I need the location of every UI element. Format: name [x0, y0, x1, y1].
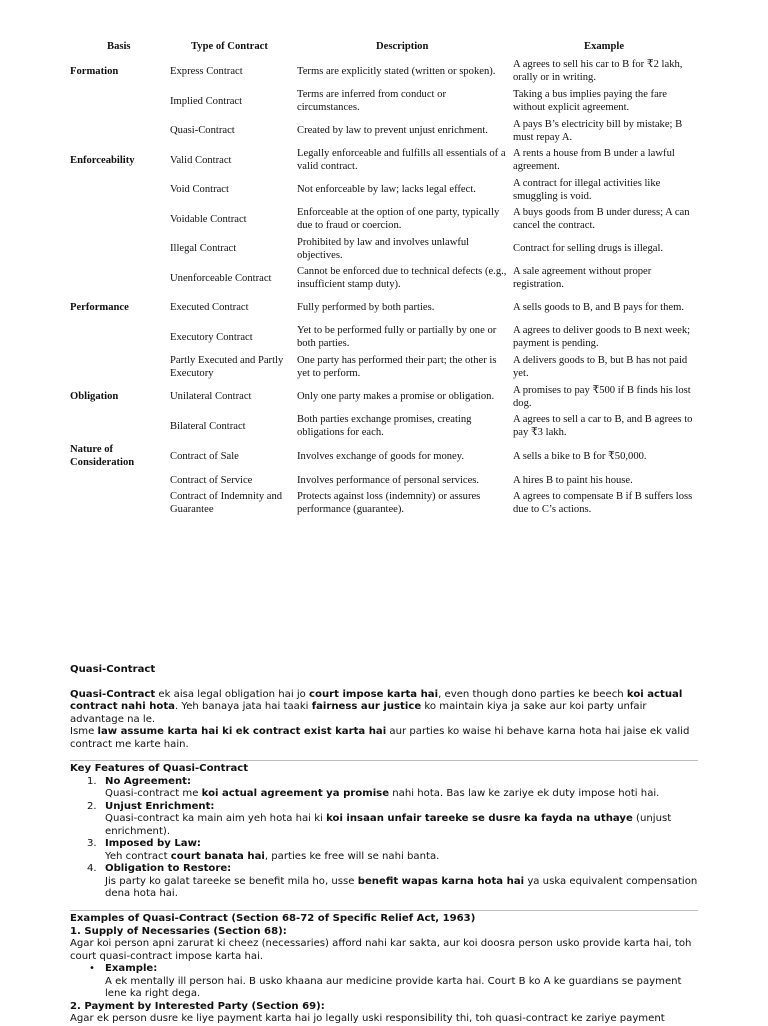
bold-text: fairness aur justice [311, 701, 422, 712]
example-cell: A promises to pay ₹500 if B finds his lost dog. [513, 384, 691, 409]
feature-heading: Obligation to Restore: [105, 863, 232, 874]
description-cell: Cannot be enforced due to technical defects (e.g., insufficient stamp duty). [297, 266, 507, 290]
text-run: , even though dono parties ke beech [438, 688, 627, 700]
bold-text: court banata hai [170, 850, 265, 862]
divider [70, 910, 698, 911]
bullet-label: Example: [105, 963, 158, 974]
example-cell: A agrees to deliver goods to B next week; payment is pending. [513, 325, 691, 349]
type-cell: Contract of Sale [170, 450, 239, 462]
text-run: . Yeh banaya jata hai taaki [174, 701, 312, 712]
examples-section [70, 913, 700, 1026]
feature-body [105, 788, 700, 801]
example-cell: A sells a bike to B for ₹50,000. [513, 450, 647, 462]
bold-text: koi insaan unfair tareeke se dusre ka fayda na uthaye [326, 813, 633, 824]
example-1-heading: 1. Supply of Necessaries (Section 68): [70, 925, 287, 937]
table-row [70, 235, 700, 264]
type-cell: Valid Contract [170, 154, 232, 166]
table-row [70, 146, 700, 176]
text-run: ko maintain kiya ja sake aur koi party unfair advantage na le. [70, 701, 647, 725]
text-run: ek aisa legal obligation hai jo [155, 688, 310, 700]
description-cell: Prohibited by law and involves unlawful objectives. [297, 236, 470, 261]
example-cell: A agrees to compensate B if B suffers loss due to C’s actions. [513, 491, 693, 515]
description-cell: Legally enforceable and fulfills all essentials of a valid contract. [297, 148, 506, 172]
basis-cell: Enforceability [70, 154, 135, 166]
feature-number: 3. [87, 838, 97, 849]
basis-cell: Nature of Consideration [70, 444, 135, 468]
features-list [70, 776, 700, 901]
basis-cell: Obligation [70, 391, 119, 403]
example-cell: A hires B to paint his house. [513, 474, 633, 486]
description-cell: Involves performance of personal services. [297, 474, 480, 486]
text-run: , parties ke free will se nahi banta. [264, 850, 440, 862]
description-cell: Fully performed by both parties. [297, 302, 435, 314]
feature-body [105, 876, 700, 901]
bullet-body: A ek mentally ill person hai. B usko khaana aur medicine provide karta hai. Court B ko A ke guardians se payment lene ka right dega. [105, 975, 682, 999]
description-cell: Both parties exchange promises, creating obligations for each. [297, 414, 472, 438]
example-cell: A rents a house from B under a lawful agreement. [513, 148, 675, 172]
description-cell: Not enforceable by law; lacks legal effect. [297, 184, 476, 196]
text-run: aur parties ko waise hi behave karna hota hai jaise ek valid contract me karte hain. [70, 726, 690, 750]
bold-text: law assume karta hai ki ek contract exist karta hai [97, 726, 387, 737]
example-cell: A contract for illegal activities like smuggling is void. [513, 177, 661, 202]
text-run: Quasi-contract me [105, 788, 202, 799]
text-run: Isme [70, 726, 98, 737]
table-row [70, 57, 700, 87]
bold-text: court impose karta hai [309, 688, 439, 700]
type-cell: Contract of Service [170, 474, 253, 486]
basis-cell: Formation [70, 65, 119, 77]
feature-number: 2. [87, 800, 97, 812]
type-cell: Bilateral Contract [170, 420, 246, 432]
description-cell: One party has performed their part; the other is yet to perform. [297, 355, 497, 379]
description-cell: Involves exchange of goods for money. [297, 450, 465, 462]
quasi-paragraph-2 [70, 726, 700, 751]
description-cell: Only one party makes a promise or obligation. [297, 391, 495, 403]
description-cell: Enforceable at the option of one party, typically due to fraud or coercion. [297, 207, 500, 231]
key-features-title: Key Features of Quasi-Contract [70, 763, 249, 774]
type-cell: Express Contract [170, 65, 243, 77]
example-2-body: Agar ek person dusre ke liye payment karta hai jo legally uski responsibility thi, toh quasi-contract ke zariye payment [70, 1013, 665, 1024]
example-cell: A delivers goods to B, but B has not paid yet. [513, 355, 688, 379]
table-row [70, 383, 700, 412]
table-row [70, 442, 700, 472]
type-cell: Voidable Contract [170, 213, 247, 225]
divider [70, 760, 698, 761]
header-description: Description [376, 41, 429, 52]
header-type: Type of Contract [191, 41, 268, 52]
text-run: nahi hota. Bas law ke zariye ek duty impose hoti hai. [389, 788, 660, 799]
type-cell: Illegal Contract [170, 243, 237, 255]
feature-body [105, 813, 700, 838]
example-cell: A agrees to sell a car to B, and B agrees to pay ₹3 lakh. [513, 414, 693, 438]
feature-body [105, 851, 700, 864]
example-cell: Contract for selling drugs is illegal. [513, 243, 664, 255]
table-row [70, 294, 700, 323]
description-cell: Terms are inferred from conduct or circumstances. [297, 89, 446, 113]
feature-heading: Imposed by Law: [105, 838, 201, 849]
example-cell: A sells goods to B, and B pays for them. [513, 302, 684, 314]
table-row [70, 87, 700, 117]
text-run: (unjust enrichment). [105, 813, 672, 837]
type-cell: Executory Contract [170, 331, 253, 343]
bold-text: Quasi-Contract [70, 688, 156, 700]
example-1-body: Agar koi person apni zarurat ki cheez (necessaries) afford nahi kar sakta, aur koi doosra person usko provide karta hai, toh court quasi-contract impose karta hai. [70, 938, 692, 962]
header-basis: Basis [107, 41, 131, 52]
example-cell: A sale agreement without proper registration. [513, 266, 652, 290]
header-example: Example [584, 41, 625, 52]
type-cell: Quasi-Contract [170, 125, 235, 137]
basis-cell: Performance [70, 302, 129, 314]
text-run: Quasi-contract ka main aim yeh hota hai ki [105, 813, 327, 824]
feature-number: 4. [87, 863, 97, 874]
examples-title: Examples of Quasi-Contract (Section 68-72 of Specific Relief Act, 1963) [70, 913, 476, 924]
table-row [70, 353, 700, 383]
type-cell: Void Contract [170, 184, 229, 196]
bold-text: koi actual agreement ya promise [201, 788, 390, 799]
text-run: Jis party ko galat tareeke se benefit mila ho, usse [105, 875, 358, 887]
type-cell: Unilateral Contract [170, 391, 252, 403]
contract-types-table [70, 40, 700, 515]
feature-heading: Unjust Enrichment: [105, 800, 215, 812]
feature-item [70, 863, 700, 901]
feature-item [70, 801, 700, 839]
example-bullet [70, 963, 700, 1001]
description-cell: Protects against loss (indemnity) or assures performance (guarantee). [297, 491, 481, 515]
table-row [70, 264, 700, 294]
key-features-section [70, 763, 700, 901]
feature-heading: No Agreement: [105, 775, 192, 787]
table-row [70, 490, 700, 518]
bullet-icon: • [89, 963, 95, 974]
table-row [70, 472, 700, 490]
feature-item [70, 776, 700, 801]
quasi-contract-section [70, 664, 700, 751]
text-run: ya uska equivalent compensation dena hota hai. [105, 875, 698, 899]
section-title: Quasi-Contract [70, 664, 156, 675]
type-cell: Implied Contract [170, 95, 243, 107]
bold-text: benefit wapas karna hota hai [357, 875, 525, 887]
type-cell: Executed Contract [170, 302, 249, 314]
description-cell: Terms are explicitly stated (written or spoken). [297, 65, 496, 77]
type-cell: Unenforceable Contract [170, 272, 272, 284]
table-header-row [70, 40, 700, 56]
feature-item [70, 838, 700, 863]
text-run: Yeh contract [105, 850, 171, 862]
table-row [70, 117, 700, 146]
table-row [70, 205, 700, 235]
table-row [70, 323, 700, 353]
example-cell: A buys goods from B under duress; A can cancel the contract. [513, 207, 690, 231]
table-row [70, 412, 700, 442]
example-cell: A pays B’s electricity bill by mistake; B must repay A. [513, 118, 683, 143]
description-cell: Created by law to prevent unjust enrichment. [297, 125, 488, 137]
description-cell: Yet to be performed fully or partially by one or both parties. [297, 325, 497, 349]
quasi-paragraph-1 [70, 689, 700, 727]
bold-text: koi actual contract nahi hota [70, 688, 683, 712]
example-cell: A agrees to sell his car to B for ₹2 lakh, orally or in writing. [513, 59, 683, 83]
type-cell: Partly Executed and Partly Executory [170, 355, 284, 379]
type-cell: Contract of Indemnity and Guarantee [170, 491, 283, 515]
example-cell: Taking a bus implies paying the fare without explicit agreement. [513, 89, 668, 113]
feature-number: 1. [87, 775, 97, 787]
table-row [70, 176, 700, 205]
example-2-heading: 2. Payment by Interested Party (Section 69): [70, 1000, 325, 1012]
